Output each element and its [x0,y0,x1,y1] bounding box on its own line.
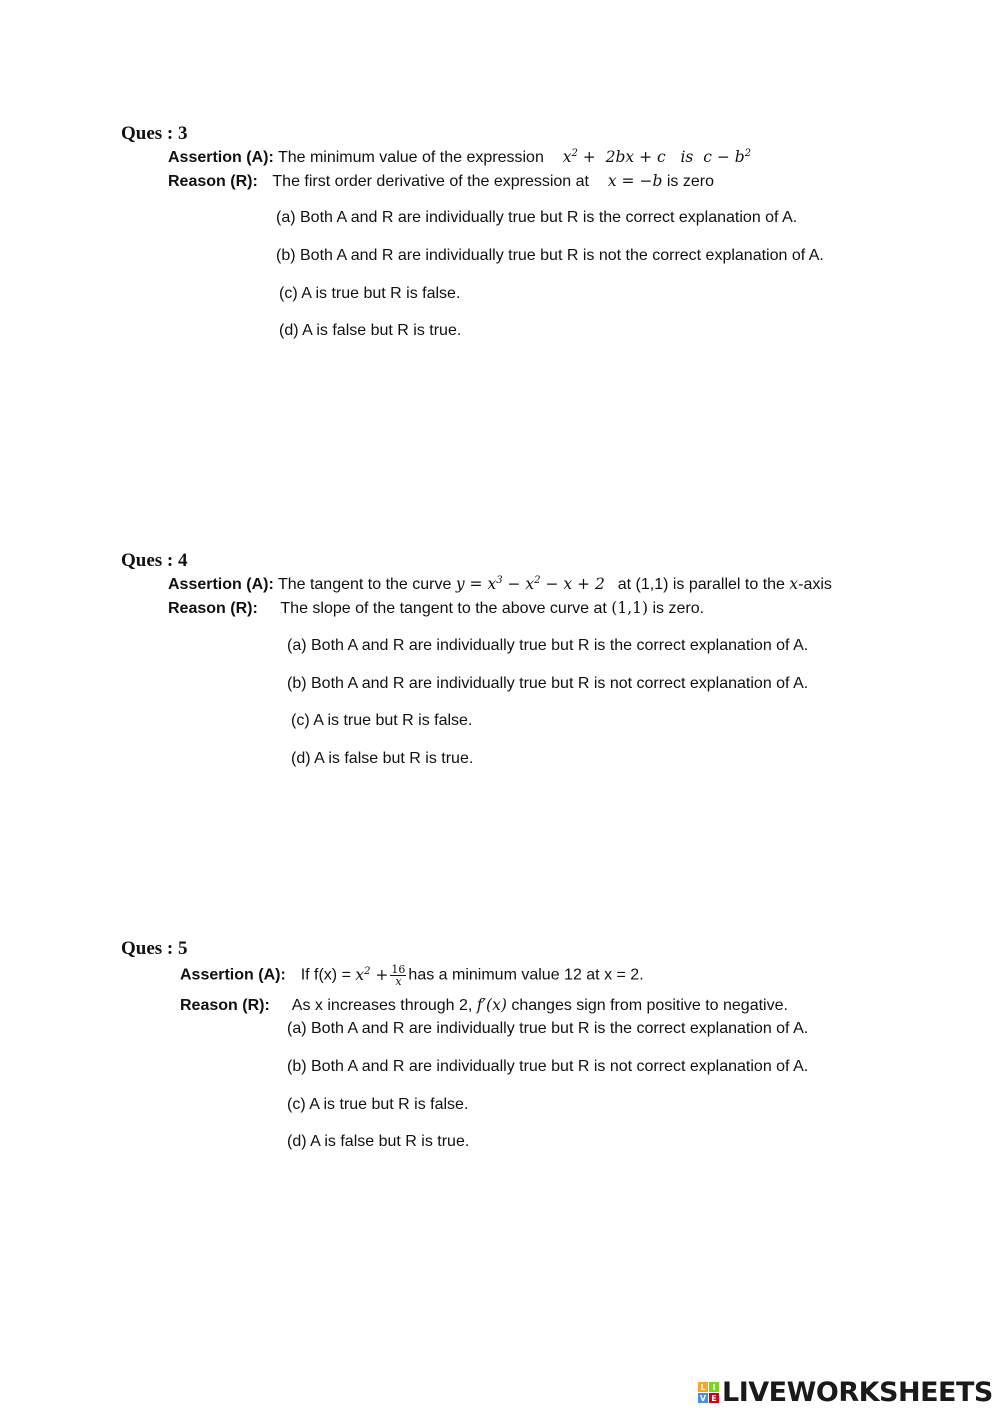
reason-line [168,172,714,191]
assertion-label: Assertion (A): [168,576,274,593]
option-c[interactable]: (c) A is true but R is false. [291,712,473,729]
reason-label: Reason (R): [168,600,258,617]
assertion-line [168,148,751,167]
question-title: Ques : 3 [121,123,188,144]
option-c[interactable]: (c) A is true but R is false. [279,285,461,302]
liveworksheets-logo [698,1377,993,1408]
question-title: Ques : 5 [121,938,188,959]
assertion-text: The minimum value of the expression [277,149,544,166]
reason-end: changes sign from positive to negative. [511,997,788,1014]
assertion-label: Assertion (A): [168,149,274,166]
reason-label: Reason (R): [168,173,258,190]
reason-math: x = −b [607,172,663,190]
assertion-label: Assertion (A): [180,966,286,984]
assertion-text: If f(x) = [300,966,351,984]
assertion-math: $x^2$ + [355,965,389,984]
fraction-denominator: x [395,975,402,988]
assertion-mid: at (1,1) is parallel to the [617,576,785,593]
logo-mark-icon: L I V E [698,1382,719,1403]
option-c[interactable]: (c) A is true but R is false. [287,1096,469,1113]
assertion-var: x [789,575,799,593]
reason-math: f′(x) [476,996,507,1014]
logo-text: LIVEWORKSHEETS [722,1377,993,1408]
assertion-line [168,575,832,594]
reason-label: Reason (R): [180,997,270,1014]
assertion-end: has a minimum value 12 at x = 2. [408,966,644,984]
reason-text: The slope of the tangent to the above curve at [280,600,607,617]
assertion-line [180,964,644,987]
reason-text: The first order derivative of the expression at [272,173,589,190]
fraction-numerator: 16 [391,963,406,976]
question-title: Ques : 4 [121,550,188,571]
assertion-text: The tangent to the curve [277,576,452,593]
reason-line [180,996,788,1015]
fraction [390,964,406,987]
reason-line [168,599,704,618]
option-a[interactable]: (a) Both A and R are individually true but R is the correct explanation of A. [287,637,809,654]
assertion-math: $x^2 + 2bx + c$ is $c - b^2$ [562,147,752,166]
assertion-end: -axis [798,576,832,593]
option-a[interactable]: (a) Both A and R are individually true but R is the correct explanation of A. [276,209,798,226]
reason-end: is zero [666,173,714,190]
option-a[interactable]: (a) Both A and R are individually true but R is the correct explanation of A. [287,1020,809,1037]
option-d[interactable]: (d) A is false but R is true. [291,750,474,767]
option-d[interactable]: (d) A is false but R is true. [287,1133,470,1150]
reason-text: As x increases through 2, [291,997,473,1014]
option-b[interactable]: (b) Both A and R are individually true but R is not correct explanation of A. [287,675,809,692]
reason-math: (1,1) [611,599,649,617]
option-b[interactable]: (b) Both A and R are individually true but R is not the correct explanation of A. [276,247,824,264]
assertion-math: $y = x^3 - x^2 - x + 2$ [455,574,605,593]
reason-end: is zero. [652,600,705,617]
option-b[interactable]: (b) Both A and R are individually true but R is not correct explanation of A. [287,1058,809,1075]
option-d[interactable]: (d) A is false but R is true. [279,322,462,339]
